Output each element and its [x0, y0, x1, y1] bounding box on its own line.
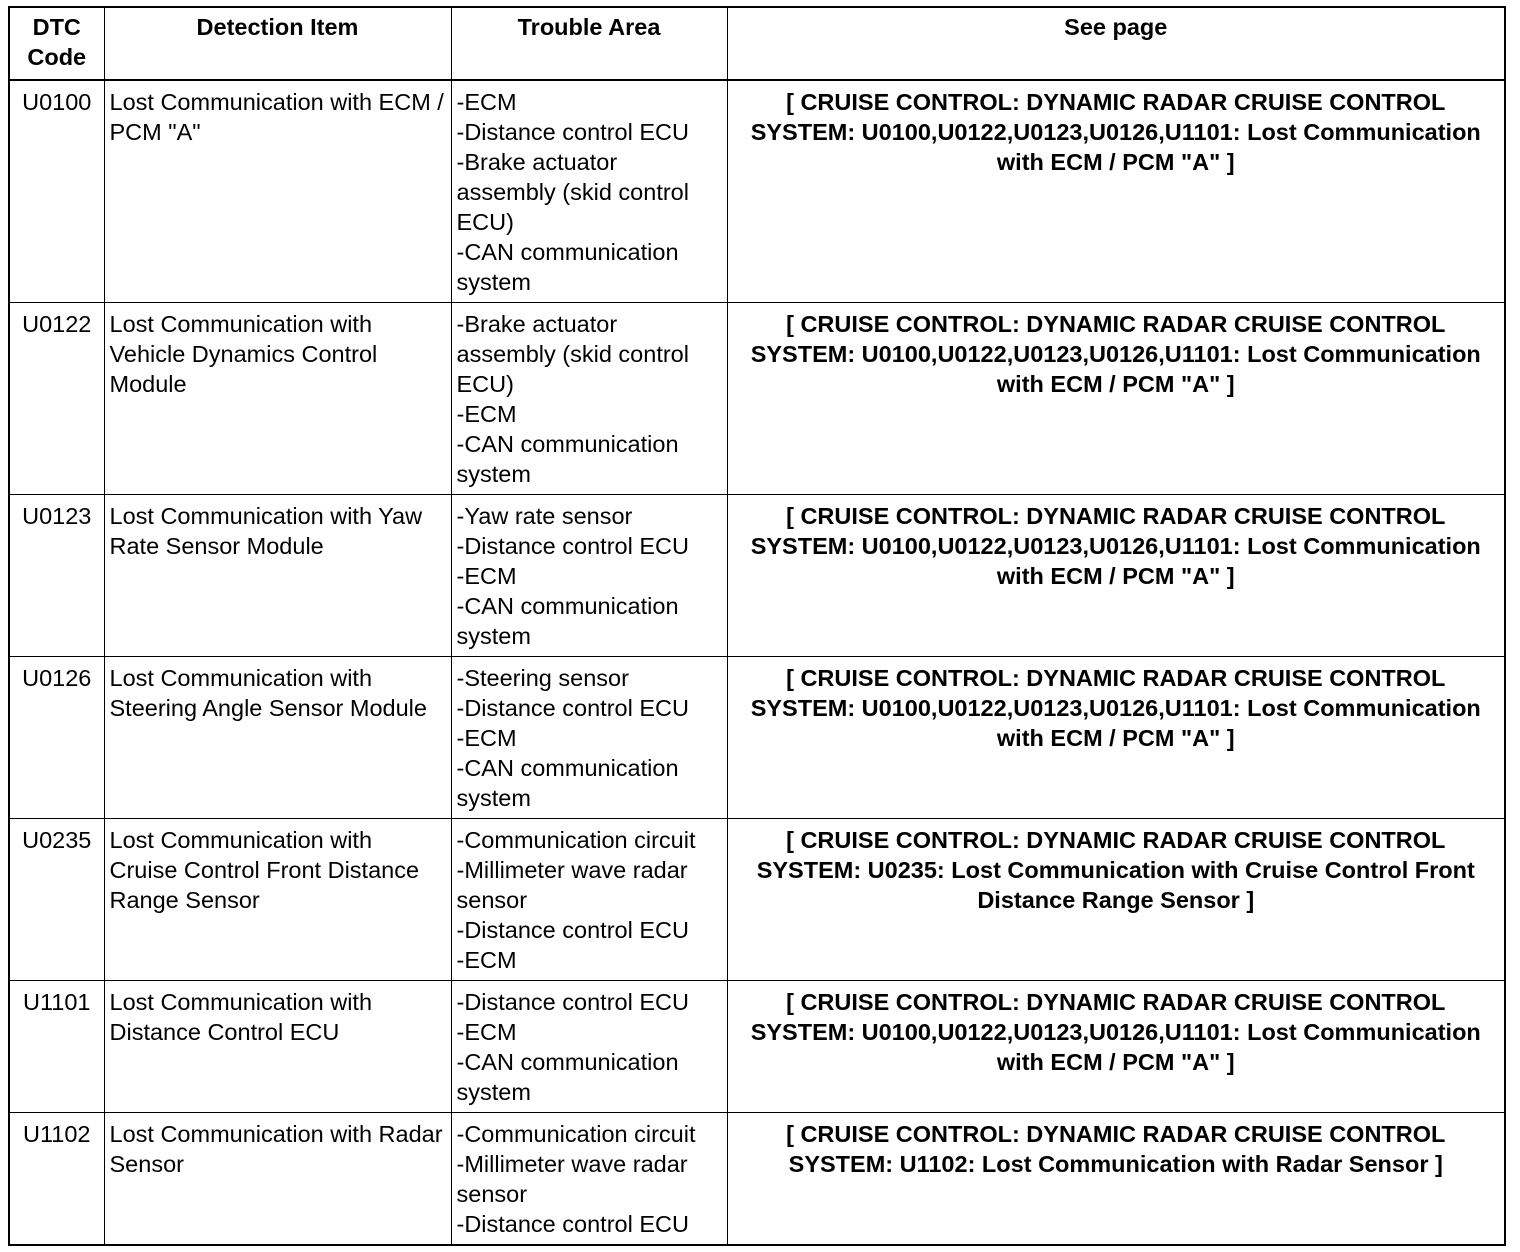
see-page-link[interactable]: [ CRUISE CONTROL: DYNAMIC RADAR CRUISE CONTROL SYSTEM: U0100,U0122,U0123,U0126,U1101: Lost Communication with ECM / PCM "A" ]	[727, 980, 1504, 1112]
trouble-area-item: -CAN communication system	[456, 430, 679, 487]
trouble-area-cell	[451, 656, 727, 818]
see-page-link[interactable]: [ CRUISE CONTROL: DYNAMIC RADAR CRUISE CONTROL SYSTEM: U0100,U0122,U0123,U0126,U1101: Lost Communication with ECM / PCM "A" ]	[727, 656, 1504, 818]
trouble-area-item: -CAN communication system	[456, 239, 679, 295]
trouble-area-item: -Communication circuit	[456, 826, 696, 853]
trouble-area-item: -Distance control ECU	[456, 988, 689, 1015]
see-page-link[interactable]: [ CRUISE CONTROL: DYNAMIC RADAR CRUISE CONTROL SYSTEM: U0100,U0122,U0123,U0126,U1101: Lost Communication with ECM / PCM "A" ]	[727, 302, 1504, 494]
trouble-area-item: -Distance control ECU	[456, 1210, 689, 1237]
dtc-code-cell: U1101	[10, 980, 104, 1112]
table-row	[10, 1112, 1504, 1244]
trouble-area-item: -Distance control ECU	[456, 694, 689, 721]
see-page-link[interactable]: [ CRUISE CONTROL: DYNAMIC RADAR CRUISE CONTROL SYSTEM: U1102: Lost Communication with Radar Sensor ]	[727, 1112, 1504, 1244]
see-page-link[interactable]: [ CRUISE CONTROL: DYNAMIC RADAR CRUISE CONTROL SYSTEM: U0100,U0122,U0123,U0126,U1101: Lost Communication with ECM / PCM "A" ]	[727, 494, 1504, 656]
trouble-area-item: -Brake actuator assembly (skid control ECU)	[456, 310, 689, 397]
trouble-area-item: -Millimeter wave radar sensor	[456, 1150, 688, 1207]
table-row	[10, 494, 1504, 656]
trouble-area-item: -ECM	[456, 89, 517, 115]
trouble-area-cell	[451, 80, 727, 302]
dtc-table-container	[8, 6, 1506, 1246]
trouble-area-cell	[451, 980, 727, 1112]
trouble-area-item: -CAN communication system	[456, 754, 679, 811]
trouble-area-item: -CAN communication system	[456, 592, 679, 649]
dtc-table	[10, 8, 1504, 1244]
trouble-area-cell	[451, 1112, 727, 1244]
trouble-area-item: -Brake actuator assembly (skid control ECU)	[456, 149, 689, 235]
trouble-area-item: -ECM	[456, 724, 517, 751]
table-row	[10, 80, 1504, 302]
detection-item-cell: Lost Communication with ECM / PCM "A"	[104, 80, 451, 302]
trouble-area-item: -Distance control ECU	[456, 532, 689, 559]
detection-item-cell: Lost Communication with Vehicle Dynamics Control Module	[104, 302, 451, 494]
table-row	[10, 302, 1504, 494]
detection-item-cell: Lost Communication with Distance Control ECU	[104, 980, 451, 1112]
header-row	[10, 8, 1504, 80]
trouble-area-item: -ECM	[456, 1018, 517, 1045]
dtc-code-cell: U0126	[10, 656, 104, 818]
dtc-code-cell: U1102	[10, 1112, 104, 1244]
detection-item-cell: Lost Communication with Cruise Control Front Distance Range Sensor	[104, 818, 451, 980]
table-row	[10, 656, 1504, 818]
detection-item-cell: Lost Communication with Radar Sensor	[104, 1112, 451, 1244]
trouble-area-item: -Yaw rate sensor	[456, 502, 633, 529]
detection-item-cell: Lost Communication with Steering Angle Sensor Module	[104, 656, 451, 818]
dtc-code-cell: U0122	[10, 302, 104, 494]
trouble-area-item: -ECM	[456, 400, 517, 427]
dtc-code-cell: U0235	[10, 818, 104, 980]
header-detection-item: Detection Item	[104, 8, 451, 80]
header-dtc-code-line1: DTC	[32, 14, 81, 40]
trouble-area-item: -ECM	[456, 946, 517, 973]
see-page-link[interactable]: [ CRUISE CONTROL: DYNAMIC RADAR CRUISE CONTROL SYSTEM: U0235: Lost Communication with Cruise Control Front Distance Range Sensor ]	[727, 818, 1504, 980]
trouble-area-item: -Steering sensor	[456, 664, 629, 691]
table-row	[10, 980, 1504, 1112]
header-dtc-code	[10, 8, 104, 80]
detection-item-cell: Lost Communication with Yaw Rate Sensor Module	[104, 494, 451, 656]
see-page-link[interactable]: [ CRUISE CONTROL: DYNAMIC RADAR CRUISE CONTROL SYSTEM: U0100,U0122,U0123,U0126,U1101: Lost Communication with ECM / PCM "A" ]	[727, 80, 1504, 302]
header-trouble-area: Trouble Area	[451, 8, 727, 80]
dtc-code-cell: U0100	[10, 80, 104, 302]
table-row	[10, 818, 1504, 980]
trouble-area-item: -Distance control ECU	[456, 916, 689, 943]
trouble-area-cell	[451, 494, 727, 656]
trouble-area-item: -Communication circuit	[456, 1120, 696, 1147]
trouble-area-item: -CAN communication system	[456, 1048, 679, 1105]
dtc-code-cell: U0123	[10, 494, 104, 656]
trouble-area-cell	[451, 818, 727, 980]
trouble-area-item: -ECM	[456, 562, 517, 589]
trouble-area-item: -Millimeter wave radar sensor	[456, 856, 688, 913]
header-see-page: See page	[727, 8, 1504, 80]
header-dtc-code-line2: Code	[27, 44, 87, 70]
trouble-area-item: -Distance control ECU	[456, 119, 689, 145]
trouble-area-cell	[451, 302, 727, 494]
